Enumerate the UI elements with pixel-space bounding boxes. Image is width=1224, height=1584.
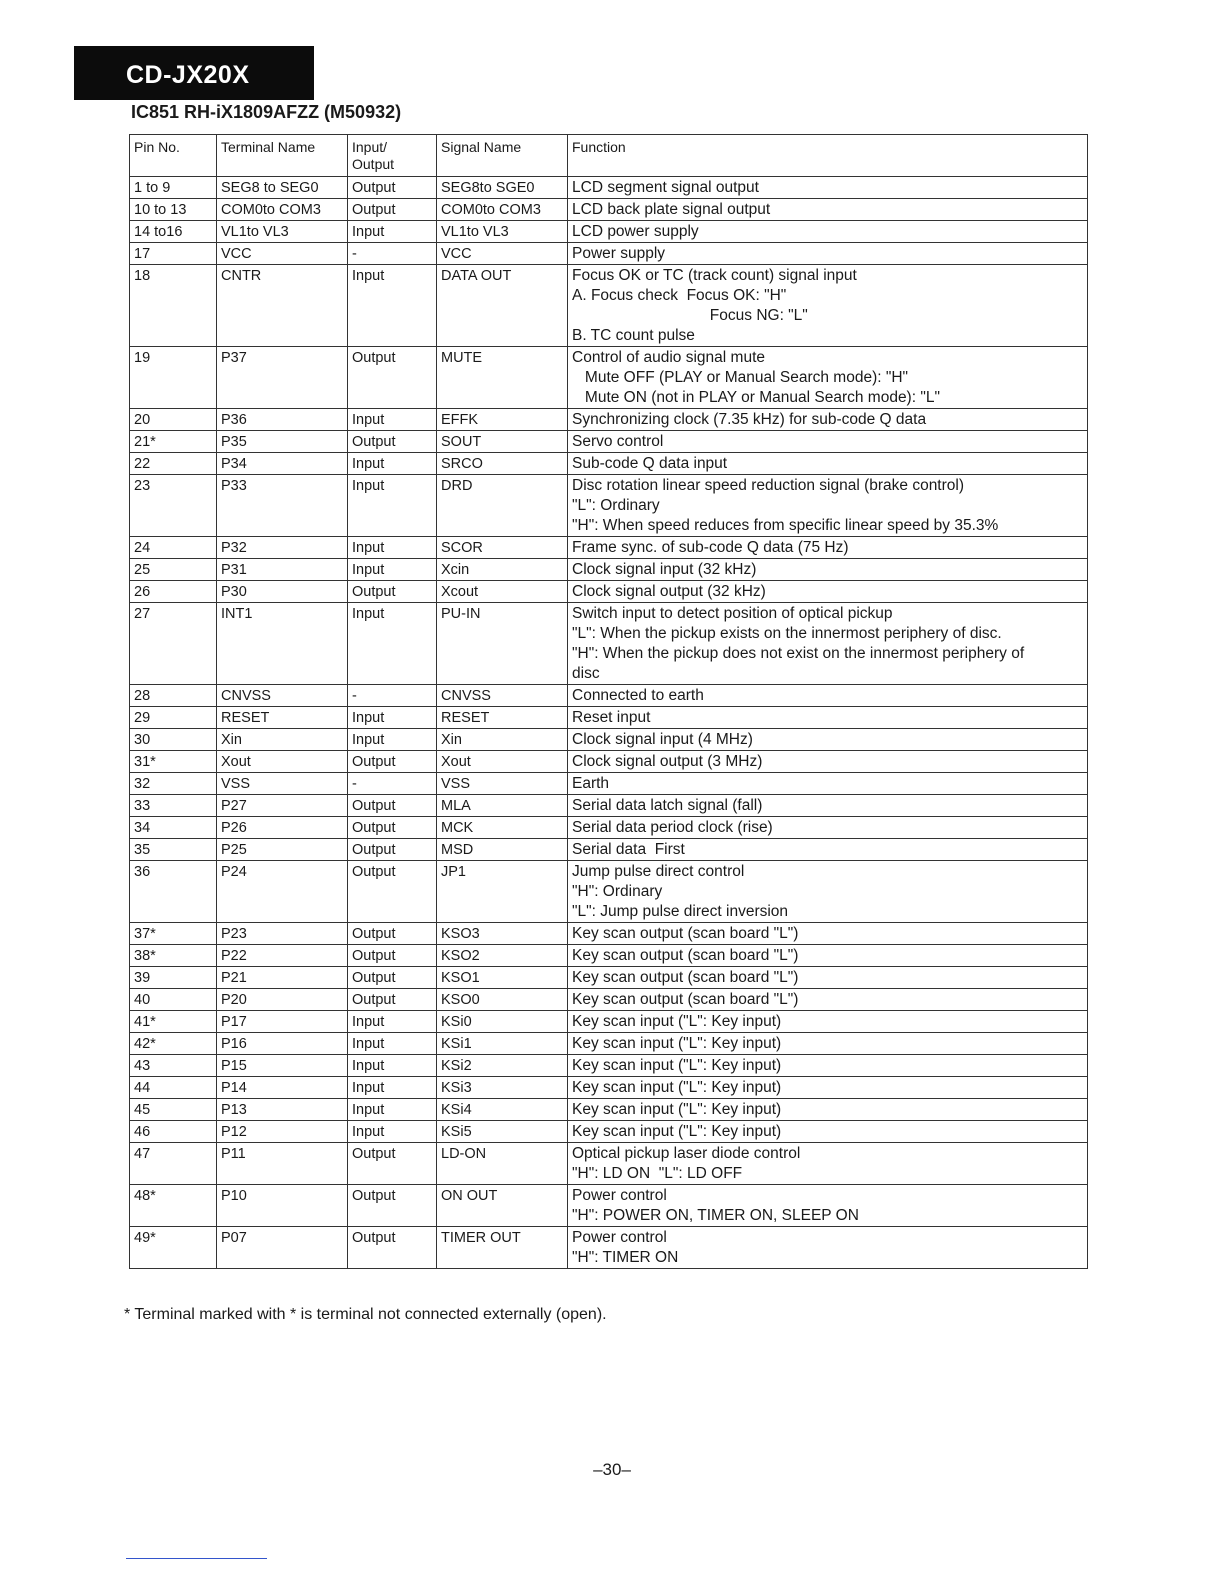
- cell-pin-no: 24: [130, 537, 217, 559]
- function-line: Sub-code Q data input: [572, 455, 728, 472]
- cell-input-output: Input: [348, 1077, 437, 1099]
- header-pin-no: Pin No.: [130, 135, 217, 177]
- function-line: Power control: [572, 1187, 667, 1204]
- function-line: "L": Jump pulse direct inversion: [572, 903, 789, 920]
- function-line: Focus NG: "L": [572, 307, 808, 324]
- function-line: Key scan output (scan board "L"): [572, 947, 799, 964]
- cell-signal-name: SCOR: [437, 537, 568, 559]
- function-line: Mute ON (not in PLAY or Manual Search mode): "L": [572, 389, 940, 406]
- cell-pin-no: 17: [130, 243, 217, 265]
- cell-function: [568, 1227, 1088, 1269]
- cell-pin-no: 45: [130, 1099, 217, 1121]
- cell-input-output: Output: [348, 861, 437, 923]
- cell-input-output: Input: [348, 559, 437, 581]
- cell-signal-name: VSS: [437, 773, 568, 795]
- cell-input-output: Input: [348, 1099, 437, 1121]
- header-function: Function: [568, 135, 1088, 177]
- cell-function: [568, 1143, 1088, 1185]
- cell-function: [568, 1121, 1088, 1143]
- function-line: Frame sync. of sub-code Q data (75 Hz): [572, 539, 849, 556]
- cell-terminal-name: RESET: [217, 707, 348, 729]
- cell-signal-name: Xin: [437, 729, 568, 751]
- function-line: Serial data period clock (rise): [572, 819, 773, 836]
- cell-signal-name: Xcout: [437, 581, 568, 603]
- function-line: "H": Ordinary: [572, 883, 663, 900]
- cell-signal-name: JP1: [437, 861, 568, 923]
- cell-terminal-name: VL1to VL3: [217, 221, 348, 243]
- cell-signal-name: ON OUT: [437, 1185, 568, 1227]
- cell-function: [568, 685, 1088, 707]
- cell-input-output: Output: [348, 945, 437, 967]
- cell-input-output: Output: [348, 967, 437, 989]
- header-input-output: Input/ Output: [348, 135, 437, 177]
- table-row: [130, 923, 1088, 945]
- cell-terminal-name: P12: [217, 1121, 348, 1143]
- function-line: Earth: [572, 775, 610, 792]
- table-row: [130, 685, 1088, 707]
- cell-pin-no: 22: [130, 453, 217, 475]
- cell-signal-name: KSi3: [437, 1077, 568, 1099]
- cell-terminal-name: P16: [217, 1033, 348, 1055]
- cell-terminal-name: P23: [217, 923, 348, 945]
- table-row: [130, 559, 1088, 581]
- cell-signal-name: VCC: [437, 243, 568, 265]
- cell-input-output: Input: [348, 537, 437, 559]
- cell-signal-name: LD-ON: [437, 1143, 568, 1185]
- cell-function: [568, 751, 1088, 773]
- cell-terminal-name: P27: [217, 795, 348, 817]
- function-line: Key scan output (scan board "L"): [572, 925, 799, 942]
- table-row: [130, 603, 1088, 685]
- cell-terminal-name: P26: [217, 817, 348, 839]
- function-line: Key scan output (scan board "L"): [572, 991, 799, 1008]
- cell-input-output: Output: [348, 581, 437, 603]
- table-row: [130, 265, 1088, 347]
- cell-pin-no: 49*: [130, 1227, 217, 1269]
- cell-signal-name: DATA OUT: [437, 265, 568, 347]
- cell-signal-name: KSi4: [437, 1099, 568, 1121]
- cell-function: [568, 431, 1088, 453]
- function-line: Control of audio signal mute: [572, 349, 766, 366]
- cell-input-output: Output: [348, 923, 437, 945]
- cell-pin-no: 46: [130, 1121, 217, 1143]
- cell-input-output: Output: [348, 839, 437, 861]
- cell-signal-name: KSO3: [437, 923, 568, 945]
- function-line: "H": LD ON "L": LD OFF: [572, 1165, 743, 1182]
- cell-signal-name: TIMER OUT: [437, 1227, 568, 1269]
- function-line: B. TC count pulse: [572, 327, 695, 344]
- cell-signal-name: RESET: [437, 707, 568, 729]
- page-number: –30–: [593, 1460, 631, 1479]
- cell-function: [568, 861, 1088, 923]
- cell-pin-no: 26: [130, 581, 217, 603]
- cell-function: [568, 603, 1088, 685]
- function-line: Disc rotation linear speed reduction signal (brake control): [572, 477, 965, 494]
- cell-pin-no: 48*: [130, 1185, 217, 1227]
- cell-terminal-name: P17: [217, 1011, 348, 1033]
- cell-signal-name: MUTE: [437, 347, 568, 409]
- cell-pin-no: 25: [130, 559, 217, 581]
- function-line: Key scan output (scan board "L"): [572, 969, 799, 986]
- table-row: [130, 1077, 1088, 1099]
- function-line: Focus OK or TC (track count) signal input: [572, 267, 857, 284]
- cell-pin-no: 35: [130, 839, 217, 861]
- table-row: [130, 1121, 1088, 1143]
- cell-terminal-name: Xout: [217, 751, 348, 773]
- cell-terminal-name: VCC: [217, 243, 348, 265]
- cell-input-output: Output: [348, 817, 437, 839]
- table-row: [130, 409, 1088, 431]
- function-line: Key scan input ("L": Key input): [572, 1035, 782, 1052]
- cell-terminal-name: Xin: [217, 729, 348, 751]
- cell-terminal-name: P22: [217, 945, 348, 967]
- cell-terminal-name: CNTR: [217, 265, 348, 347]
- cell-signal-name: SRCO: [437, 453, 568, 475]
- function-line: "H": When speed reduces from specific linear speed by 35.3%: [572, 517, 999, 534]
- cell-signal-name: KSi0: [437, 1011, 568, 1033]
- cell-signal-name: SOUT: [437, 431, 568, 453]
- function-line: Key scan input ("L": Key input): [572, 1013, 782, 1030]
- cell-function: [568, 1055, 1088, 1077]
- function-line: Clock signal input (32 kHz): [572, 561, 757, 578]
- cell-input-output: Input: [348, 603, 437, 685]
- cell-pin-no: 44: [130, 1077, 217, 1099]
- cell-input-output: Input: [348, 265, 437, 347]
- ic-title: IC851 RH-iX1809AFZZ (M50932): [131, 102, 402, 122]
- cell-signal-name: DRD: [437, 475, 568, 537]
- cell-function: [568, 453, 1088, 475]
- cell-pin-no: 39: [130, 967, 217, 989]
- cell-pin-no: 41*: [130, 1011, 217, 1033]
- cell-function: [568, 265, 1088, 347]
- cell-terminal-name: SEG8 to SEG0: [217, 177, 348, 199]
- cell-pin-no: 18: [130, 265, 217, 347]
- cell-function: [568, 729, 1088, 751]
- function-line: "L": Ordinary: [572, 497, 660, 514]
- header-signal-name: Signal Name: [437, 135, 568, 177]
- function-line: "H": TIMER ON: [572, 1249, 679, 1266]
- cell-pin-no: 34: [130, 817, 217, 839]
- function-line: Key scan input ("L": Key input): [572, 1123, 782, 1140]
- function-line: Synchronizing clock (7.35 kHz) for sub-code Q data: [572, 411, 927, 428]
- function-line: Key scan input ("L": Key input): [572, 1057, 782, 1074]
- cell-input-output: Input: [348, 1121, 437, 1143]
- cell-function: [568, 707, 1088, 729]
- cell-terminal-name: P35: [217, 431, 348, 453]
- cell-pin-no: 20: [130, 409, 217, 431]
- table-row: [130, 967, 1088, 989]
- cell-function: [568, 989, 1088, 1011]
- cell-terminal-name: P37: [217, 347, 348, 409]
- cell-pin-no: 28: [130, 685, 217, 707]
- cell-signal-name: KSi1: [437, 1033, 568, 1055]
- cell-signal-name: PU-IN: [437, 603, 568, 685]
- table-row: [130, 475, 1088, 537]
- cell-terminal-name: VSS: [217, 773, 348, 795]
- table-row: [130, 729, 1088, 751]
- cell-function: [568, 839, 1088, 861]
- cell-input-output: Output: [348, 347, 437, 409]
- table-row: [130, 243, 1088, 265]
- cell-function: [568, 1077, 1088, 1099]
- cell-terminal-name: INT1: [217, 603, 348, 685]
- cell-input-output: Input: [348, 453, 437, 475]
- cell-pin-no: 29: [130, 707, 217, 729]
- cell-function: [568, 1099, 1088, 1121]
- table-row: [130, 1143, 1088, 1185]
- function-line: Servo control: [572, 433, 664, 450]
- table-row: [130, 221, 1088, 243]
- cell-function: [568, 773, 1088, 795]
- cell-terminal-name: P07: [217, 1227, 348, 1269]
- cell-signal-name: KSO1: [437, 967, 568, 989]
- cell-input-output: Output: [348, 1227, 437, 1269]
- function-line: Clock signal output (3 MHz): [572, 753, 763, 770]
- cell-signal-name: KSi5: [437, 1121, 568, 1143]
- cell-function: [568, 559, 1088, 581]
- table-row: [130, 1099, 1088, 1121]
- cell-function: [568, 221, 1088, 243]
- cell-signal-name: MCK: [437, 817, 568, 839]
- cell-pin-no: 37*: [130, 923, 217, 945]
- cell-terminal-name: P30: [217, 581, 348, 603]
- table-row: [130, 839, 1088, 861]
- cell-input-output: -: [348, 243, 437, 265]
- cell-terminal-name: P11: [217, 1143, 348, 1185]
- function-line: "L": When the pickup exists on the innermost periphery of disc.: [572, 625, 1002, 642]
- function-line: Serial data First: [572, 841, 685, 858]
- function-line: Switch input to detect position of optical pickup: [572, 605, 893, 622]
- cell-input-output: Output: [348, 1185, 437, 1227]
- function-line: Optical pickup laser diode control: [572, 1145, 801, 1162]
- table-row: [130, 861, 1088, 923]
- function-line: Reset input: [572, 709, 651, 726]
- header-terminal-name: Terminal Name: [217, 135, 348, 177]
- cell-pin-no: 21*: [130, 431, 217, 453]
- cell-pin-no: 40: [130, 989, 217, 1011]
- cell-input-output: Output: [348, 751, 437, 773]
- table-row: [130, 537, 1088, 559]
- cell-terminal-name: P20: [217, 989, 348, 1011]
- cell-pin-no: 30: [130, 729, 217, 751]
- function-line: Key scan input ("L": Key input): [572, 1079, 782, 1096]
- cell-pin-no: 42*: [130, 1033, 217, 1055]
- function-line: Power supply: [572, 245, 666, 262]
- table-row: [130, 1011, 1088, 1033]
- cell-signal-name: Xcin: [437, 559, 568, 581]
- cell-signal-name: EFFK: [437, 409, 568, 431]
- cell-input-output: Input: [348, 1011, 437, 1033]
- function-line: LCD segment signal output: [572, 179, 759, 196]
- cell-input-output: Output: [348, 989, 437, 1011]
- function-line: A. Focus check Focus OK: "H": [572, 287, 787, 304]
- table-row: [130, 1055, 1088, 1077]
- cell-terminal-name: P13: [217, 1099, 348, 1121]
- cell-signal-name: KSi2: [437, 1055, 568, 1077]
- function-line: LCD power supply: [572, 223, 699, 240]
- function-line: disc: [572, 665, 600, 682]
- function-line: Clock signal output (32 kHz): [572, 583, 766, 600]
- table-row: [130, 177, 1088, 199]
- cell-pin-no: 32: [130, 773, 217, 795]
- cell-function: [568, 409, 1088, 431]
- cell-input-output: Input: [348, 221, 437, 243]
- cell-function: [568, 177, 1088, 199]
- cell-input-output: Output: [348, 199, 437, 221]
- function-line: Power control: [572, 1229, 667, 1246]
- cell-terminal-name: P33: [217, 475, 348, 537]
- table-row: [130, 795, 1088, 817]
- cell-input-output: Output: [348, 177, 437, 199]
- table-row: [130, 989, 1088, 1011]
- cell-pin-no: 23: [130, 475, 217, 537]
- cell-function: [568, 945, 1088, 967]
- cell-signal-name: VL1to VL3: [437, 221, 568, 243]
- cell-function: [568, 347, 1088, 409]
- cell-terminal-name: P25: [217, 839, 348, 861]
- cell-function: [568, 1033, 1088, 1055]
- cell-function: [568, 923, 1088, 945]
- cell-pin-no: 43: [130, 1055, 217, 1077]
- cell-terminal-name: P14: [217, 1077, 348, 1099]
- cell-terminal-name: P10: [217, 1185, 348, 1227]
- cell-pin-no: 47: [130, 1143, 217, 1185]
- cell-function: [568, 967, 1088, 989]
- function-line: Jump pulse direct control: [572, 863, 745, 880]
- cell-input-output: Input: [348, 707, 437, 729]
- cell-signal-name: Xout: [437, 751, 568, 773]
- cell-function: [568, 199, 1088, 221]
- cell-pin-no: 14 to16: [130, 221, 217, 243]
- table-header-row: [130, 135, 1088, 177]
- cell-pin-no: 33: [130, 795, 217, 817]
- cell-pin-no: 1 to 9: [130, 177, 217, 199]
- cell-function: [568, 537, 1088, 559]
- table-row: [130, 431, 1088, 453]
- cell-terminal-name: P36: [217, 409, 348, 431]
- cell-pin-no: 36: [130, 861, 217, 923]
- table-row: [130, 347, 1088, 409]
- table-body: [130, 177, 1088, 1269]
- cell-terminal-name: COM0to COM3: [217, 199, 348, 221]
- footnote: * Terminal marked with * is terminal not connected externally (open).: [124, 1306, 607, 1323]
- cell-pin-no: 27: [130, 603, 217, 685]
- table-row: [130, 199, 1088, 221]
- function-line: "H": POWER ON, TIMER ON, SLEEP ON: [572, 1207, 859, 1224]
- function-line: Connected to earth: [572, 687, 704, 704]
- table-row: [130, 817, 1088, 839]
- cell-signal-name: KSO2: [437, 945, 568, 967]
- cell-function: [568, 475, 1088, 537]
- cell-terminal-name: P31: [217, 559, 348, 581]
- cell-pin-no: 31*: [130, 751, 217, 773]
- cell-function: [568, 243, 1088, 265]
- cell-signal-name: MLA: [437, 795, 568, 817]
- table-row: [130, 1185, 1088, 1227]
- function-line: Mute OFF (PLAY or Manual Search mode): "H": [572, 369, 909, 386]
- cell-input-output: Input: [348, 1055, 437, 1077]
- bottom-rule: [126, 1558, 267, 1559]
- table-row: [130, 751, 1088, 773]
- cell-input-output: Input: [348, 1033, 437, 1055]
- cell-input-output: -: [348, 685, 437, 707]
- cell-terminal-name: P15: [217, 1055, 348, 1077]
- cell-function: [568, 1011, 1088, 1033]
- function-line: Serial data latch signal (fall): [572, 797, 763, 814]
- cell-function: [568, 581, 1088, 603]
- function-line: Key scan input ("L": Key input): [572, 1101, 782, 1118]
- cell-signal-name: COM0to COM3: [437, 199, 568, 221]
- table-row: [130, 453, 1088, 475]
- model-banner: CD-JX20X: [74, 46, 314, 100]
- cell-terminal-name: P24: [217, 861, 348, 923]
- cell-terminal-name: P21: [217, 967, 348, 989]
- cell-function: [568, 1185, 1088, 1227]
- cell-signal-name: CNVSS: [437, 685, 568, 707]
- cell-function: [568, 817, 1088, 839]
- function-line: Clock signal input (4 MHz): [572, 731, 753, 748]
- cell-input-output: Output: [348, 795, 437, 817]
- cell-input-output: Output: [348, 431, 437, 453]
- cell-signal-name: KSO0: [437, 989, 568, 1011]
- cell-signal-name: SEG8to SGE0: [437, 177, 568, 199]
- cell-input-output: Input: [348, 409, 437, 431]
- table-row: [130, 773, 1088, 795]
- cell-pin-no: 10 to 13: [130, 199, 217, 221]
- cell-terminal-name: CNVSS: [217, 685, 348, 707]
- table-row: [130, 1227, 1088, 1269]
- cell-input-output: Input: [348, 475, 437, 537]
- table-row: [130, 945, 1088, 967]
- function-line: "H": When the pickup does not exist on the innermost periphery of: [572, 645, 1025, 662]
- pin-function-table: [129, 134, 1088, 1269]
- table-row: [130, 707, 1088, 729]
- cell-pin-no: 19: [130, 347, 217, 409]
- cell-function: [568, 795, 1088, 817]
- cell-input-output: Output: [348, 1143, 437, 1185]
- table-row: [130, 581, 1088, 603]
- cell-terminal-name: P34: [217, 453, 348, 475]
- cell-input-output: Input: [348, 729, 437, 751]
- cell-signal-name: MSD: [437, 839, 568, 861]
- cell-input-output: -: [348, 773, 437, 795]
- function-line: LCD back plate signal output: [572, 201, 771, 218]
- cell-pin-no: 38*: [130, 945, 217, 967]
- cell-terminal-name: P32: [217, 537, 348, 559]
- table-row: [130, 1033, 1088, 1055]
